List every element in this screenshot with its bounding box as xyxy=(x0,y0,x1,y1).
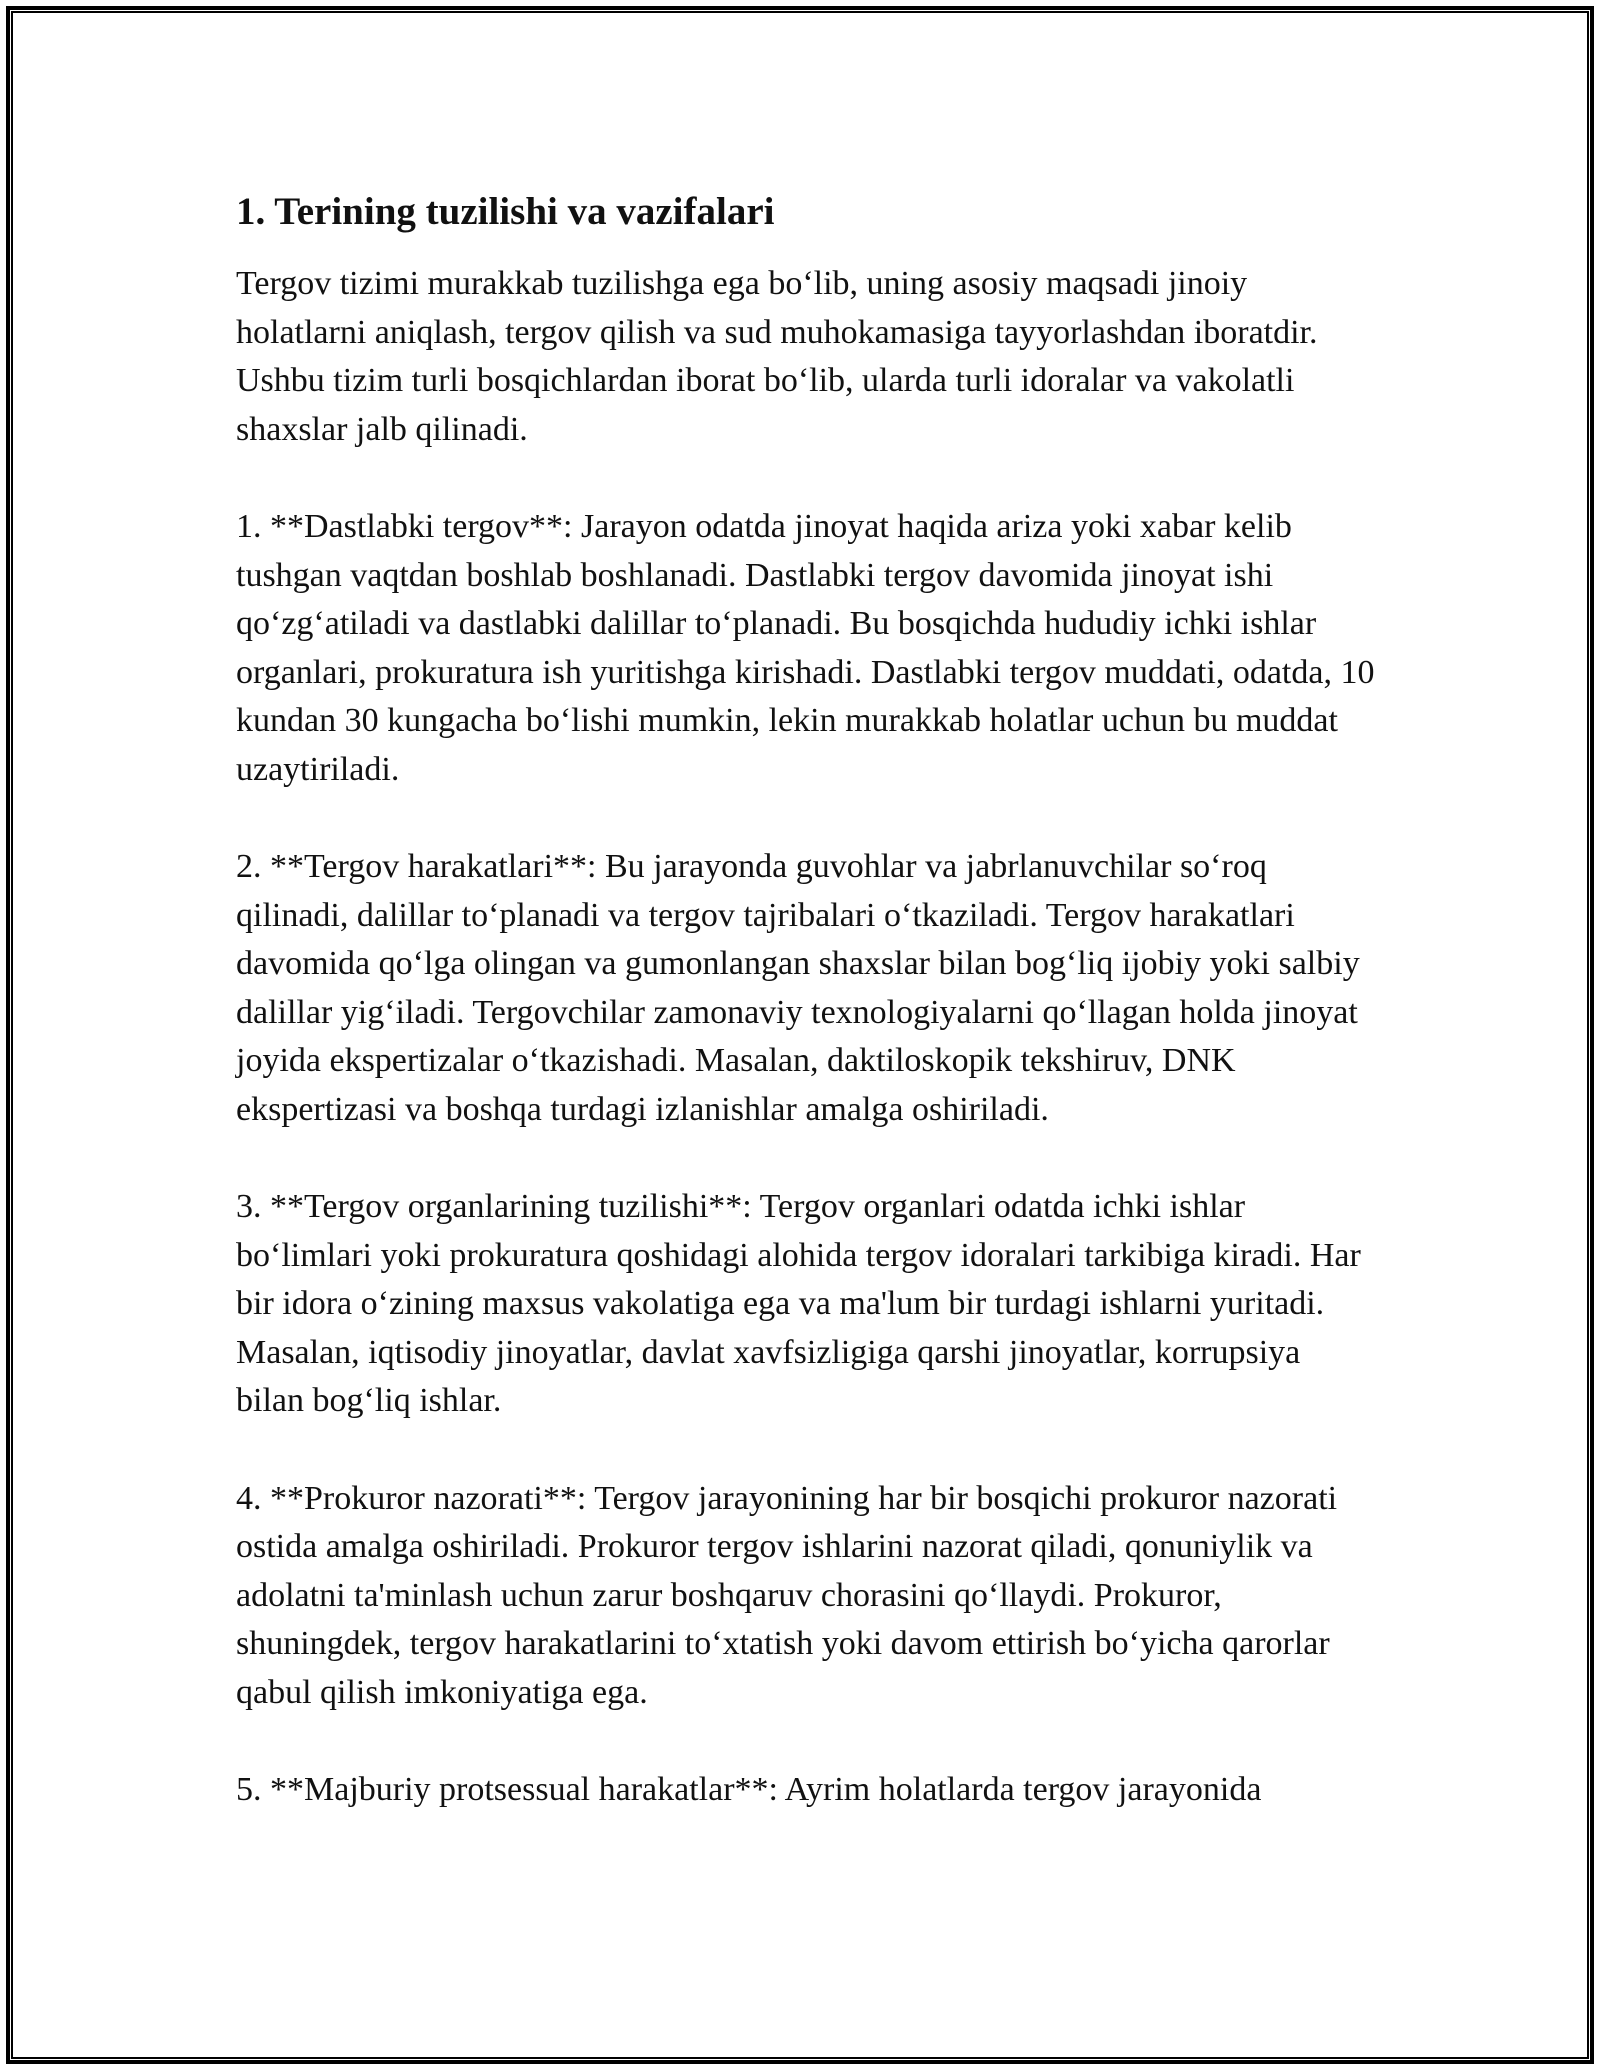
item-dastlabki-tergov: 1. **Dastlabki tergov**: Jarayon odatda jinoyat haqida ariza yoki xabar kelib tushgan vaqtdan boshlab boshlanadi. Dastlabki tergov davomida jinoyat ishi qo‘zg‘atiladi va dastlabki dalillar to‘planadi. Bu bosqichda hududiy ichki ishlar organlari, prokuratura ish yuritishga kirishadi. Dastlabki tergov muddati, odatda, 10 kundan 30 kungacha bo‘lishi mumkin, lekin murakkab holatlar uchun bu muddat uzaytiriladi. xyxy=(236,508,1375,788)
item-tergov-organlari: 3. **Tergov organlarining tuzilishi**: Tergov organlari odatda ichki ishlar bo‘limlari yoki prokuratura qoshidagi alohida tergov idoralari tarkibiga kiradi. Har bir idora o‘zining maxsus vakolatiga ega va ma'lum bir turdagi ishlarni yuritadi. Masalan, iqtisodiy jinoyatlar, davlat xavfsizligiga qarshi jinoyatlar, korrupsiya bilan bog‘liq ishlar. xyxy=(236,1188,1361,1419)
document-body xyxy=(236,186,1376,1864)
item-prokuror-nazorati: 4. **Prokuror nazorati**: Tergov jarayonining har bir bosqichi prokuror nazorati ostida amalga oshiriladi. Prokuror tergov ishlarini nazorat qiladi, qonuniylik va adolatni ta'minlash uchun zarur boshqaruv chorasini qo‘llaydi. Prokuror, shuningdek, tergov harakatlarini to‘xtatish yoki davom ettirish bo‘yicha qarorlar qabul qilish imkoniyatiga ega. xyxy=(236,1479,1338,1711)
item-tergov-harakatlari: 2. **Tergov harakatlari**: Bu jarayonda guvohlar va jabrlanuvchilar so‘roq qilinadi, dalillar to‘planadi va tergov tajribalari o‘tkaziladi. Tergov harakatlari davomida qo‘lga olingan va gumonlangan shaxslar bilan bog‘liq ijobiy yoki salbiy dalillar yig‘iladi. Tergovchilar zamonaviy texnologiyalarni qo‘llagan holda jinoyat joyida ekspertizalar o‘tkazishadi. Masalan, daktiloskopik tekshiruv, DNK ekspertizasi va boshqa turdagi izlanishlar amalga oshiriladi. xyxy=(236,848,1360,1128)
section-heading: 1. Terining tuzilishi va vazifalari xyxy=(236,190,775,233)
intro-paragraph: Tergov tizimi murakkab tuzilishga ega bo‘lib, uning asosiy maqsadi jinoiy holatlarni aniqlash, tergov qilish va sud muhokamasiga tayyorlashdan iboratdir. Ushbu tizim turli bosqichlardan iborat bo‘lib, ularda turli idoralar va vakolatli shaxslar jalb qilinadi. xyxy=(236,265,1318,448)
item-majburiy-harakatlar: 5. **Majburiy protsessual harakatlar**: Ayrim holatlarda tergov jarayonida xyxy=(236,1771,1262,1808)
